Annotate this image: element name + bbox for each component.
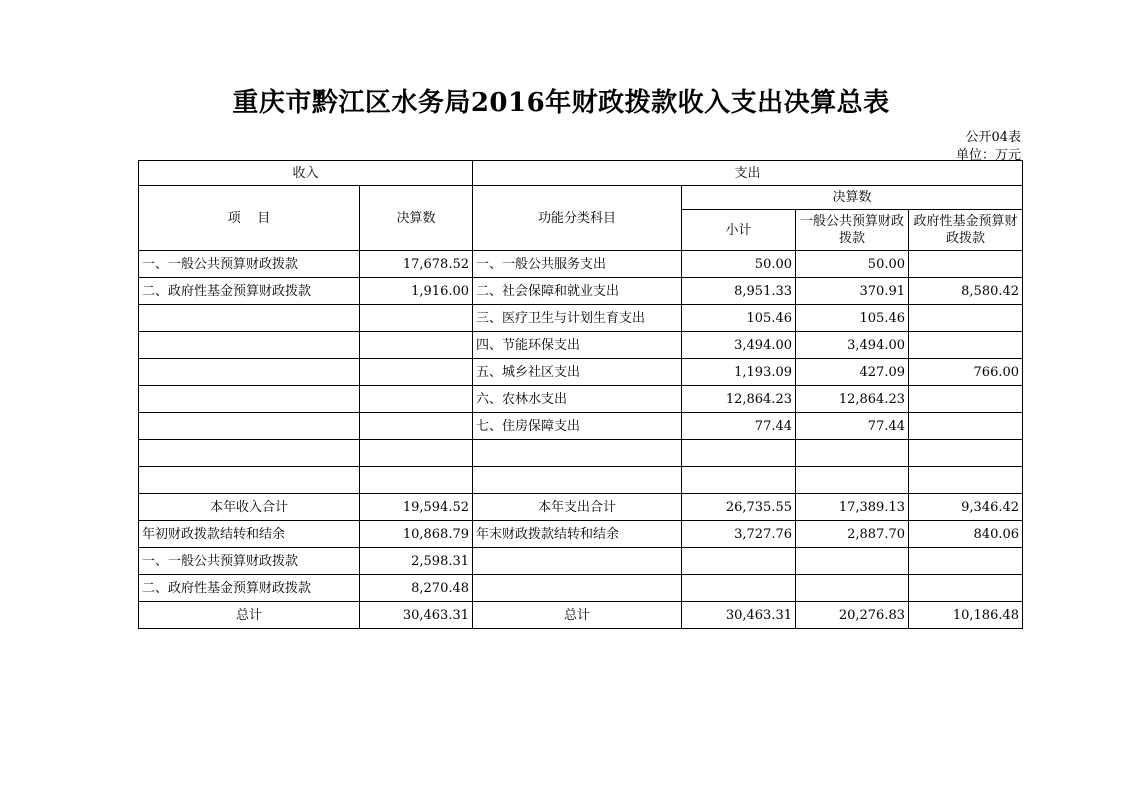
table-row xyxy=(139,278,1023,305)
expense-general-budget-cell: 77.44 xyxy=(796,413,909,440)
income-item-cell xyxy=(139,386,360,413)
expense-gov-fund-cell xyxy=(909,386,1023,413)
page-title: 重庆市黔江区水务局2016年财政拨款收入支出决算总表 xyxy=(232,88,890,118)
expense-general-budget-cell xyxy=(796,575,909,602)
table-row xyxy=(139,602,1023,629)
income-item-cell xyxy=(139,413,360,440)
expense-item-cell xyxy=(473,575,682,602)
expense-item-cell: 七、住房保障支出 xyxy=(473,413,682,440)
income-item-cell: 一、一般公共预算财政拨款 xyxy=(139,548,360,575)
income-amount-cell: 1,916.00 xyxy=(360,278,473,305)
expense-gov-fund-cell: 840.06 xyxy=(909,521,1023,548)
expense-item-cell: 二、社会保障和就业支出 xyxy=(473,278,682,305)
expense-subtotal-cell: 30,463.31 xyxy=(682,602,796,629)
income-amount-cell xyxy=(360,305,473,332)
expense-general-budget-cell: 50.00 xyxy=(796,251,909,278)
expense-general-budget-cell: 17,389.13 xyxy=(796,494,909,521)
expense-item-cell: 本年支出合计 xyxy=(473,494,682,521)
expense-gov-fund-cell: 9,346.42 xyxy=(909,494,1023,521)
expense-item-cell: 六、农林水支出 xyxy=(473,386,682,413)
final-amount-group-header: 决算数 xyxy=(682,186,1023,210)
expense-general-budget-cell: 3,494.00 xyxy=(796,332,909,359)
expense-subtotal-cell: 3,727.76 xyxy=(682,521,796,548)
income-item-cell xyxy=(139,440,360,467)
income-amount-cell xyxy=(360,386,473,413)
gov-fund-budget-header: 政府性基金预算财政拨款 xyxy=(909,210,1023,251)
income-amount-cell xyxy=(360,332,473,359)
income-item-cell xyxy=(139,467,360,494)
table-row xyxy=(139,413,1023,440)
expense-gov-fund-cell xyxy=(909,440,1023,467)
expense-gov-fund-cell xyxy=(909,548,1023,575)
table-row xyxy=(139,467,1023,494)
expense-general-budget-cell xyxy=(796,467,909,494)
expense-gov-fund-cell xyxy=(909,332,1023,359)
expense-item-cell: 年末财政拨款结转和结余 xyxy=(473,521,682,548)
expense-item-cell: 五、城乡社区支出 xyxy=(473,359,682,386)
expense-subtotal-cell: 26,735.55 xyxy=(682,494,796,521)
income-amount-cell: 17,678.52 xyxy=(360,251,473,278)
expense-gov-fund-cell xyxy=(909,467,1023,494)
income-item-cell: 二、政府性基金预算财政拨款 xyxy=(139,278,360,305)
expense-subtotal-cell: 3,494.00 xyxy=(682,332,796,359)
income-amount-cell xyxy=(360,413,473,440)
table-row xyxy=(139,575,1023,602)
income-item-cell: 二、政府性基金预算财政拨款 xyxy=(139,575,360,602)
income-item-cell xyxy=(139,332,360,359)
expense-item-cell: 总计 xyxy=(473,602,682,629)
unit-label: 单位：万元 xyxy=(955,148,1021,163)
income-amount-cell: 8,270.48 xyxy=(360,575,473,602)
table-row xyxy=(139,494,1023,521)
function-category-header: 功能分类科目 xyxy=(473,186,682,251)
income-item-cell: 本年收入合计 xyxy=(139,494,360,521)
expense-subtotal-cell: 50.00 xyxy=(682,251,796,278)
expense-item-cell: 一、一般公共服务支出 xyxy=(473,251,682,278)
expense-general-budget-cell xyxy=(796,440,909,467)
expense-general-budget-cell: 427.09 xyxy=(796,359,909,386)
income-amount-cell: 10,868.79 xyxy=(360,521,473,548)
income-amount-cell: 30,463.31 xyxy=(360,602,473,629)
expense-item-cell xyxy=(473,440,682,467)
expense-general-budget-cell: 370.91 xyxy=(796,278,909,305)
expense-general-budget-cell: 20,276.83 xyxy=(796,602,909,629)
expense-subtotal-cell: 77.44 xyxy=(682,413,796,440)
expense-subtotal-cell xyxy=(682,575,796,602)
expense-general-budget-cell: 12,864.23 xyxy=(796,386,909,413)
table-row xyxy=(139,386,1023,413)
expense-general-budget-cell: 2,887.70 xyxy=(796,521,909,548)
expense-gov-fund-cell xyxy=(909,413,1023,440)
form-number: 公开04表 xyxy=(965,130,1021,145)
expense-header: 支出 xyxy=(473,161,1023,186)
expense-gov-fund-cell xyxy=(909,251,1023,278)
table-row xyxy=(139,305,1023,332)
expense-gov-fund-cell: 766.00 xyxy=(909,359,1023,386)
income-header: 收入 xyxy=(139,161,473,186)
table-row xyxy=(139,359,1023,386)
income-amount-cell: 19,594.52 xyxy=(360,494,473,521)
expense-item-cell xyxy=(473,548,682,575)
expense-gov-fund-cell xyxy=(909,305,1023,332)
subtotal-header: 小计 xyxy=(682,210,796,251)
financial-summary-table xyxy=(138,160,1023,629)
expense-gov-fund-cell xyxy=(909,575,1023,602)
expense-gov-fund-cell: 8,580.42 xyxy=(909,278,1023,305)
expense-subtotal-cell: 105.46 xyxy=(682,305,796,332)
income-amount-cell xyxy=(360,440,473,467)
expense-subtotal-cell: 8,951.33 xyxy=(682,278,796,305)
table-row xyxy=(139,332,1023,359)
income-amount-cell xyxy=(360,359,473,386)
income-item-cell: 总计 xyxy=(139,602,360,629)
table-row xyxy=(139,548,1023,575)
final-amount-header: 决算数 xyxy=(360,186,473,251)
expense-subtotal-cell: 1,193.09 xyxy=(682,359,796,386)
income-item-cell xyxy=(139,359,360,386)
expense-subtotal-cell xyxy=(682,467,796,494)
income-amount-cell: 2,598.31 xyxy=(360,548,473,575)
header-row-1 xyxy=(139,161,1023,186)
header-row-2 xyxy=(139,186,1023,210)
expense-general-budget-cell xyxy=(796,548,909,575)
income-item-cell: 年初财政拨款结转和结余 xyxy=(139,521,360,548)
income-amount-cell xyxy=(360,467,473,494)
table-row xyxy=(139,521,1023,548)
item-header: 项 目 xyxy=(139,186,360,251)
expense-subtotal-cell: 12,864.23 xyxy=(682,386,796,413)
expense-subtotal-cell xyxy=(682,548,796,575)
expense-subtotal-cell xyxy=(682,440,796,467)
income-item-cell xyxy=(139,305,360,332)
expense-item-cell: 四、节能环保支出 xyxy=(473,332,682,359)
table-row xyxy=(139,440,1023,467)
expense-gov-fund-cell: 10,186.48 xyxy=(909,602,1023,629)
expense-item-cell xyxy=(473,467,682,494)
general-budget-header: 一般公共预算财政拨款 xyxy=(796,210,909,251)
expense-general-budget-cell: 105.46 xyxy=(796,305,909,332)
table-row xyxy=(139,251,1023,278)
expense-item-cell: 三、医疗卫生与计划生育支出 xyxy=(473,305,682,332)
income-item-cell: 一、一般公共预算财政拨款 xyxy=(139,251,360,278)
